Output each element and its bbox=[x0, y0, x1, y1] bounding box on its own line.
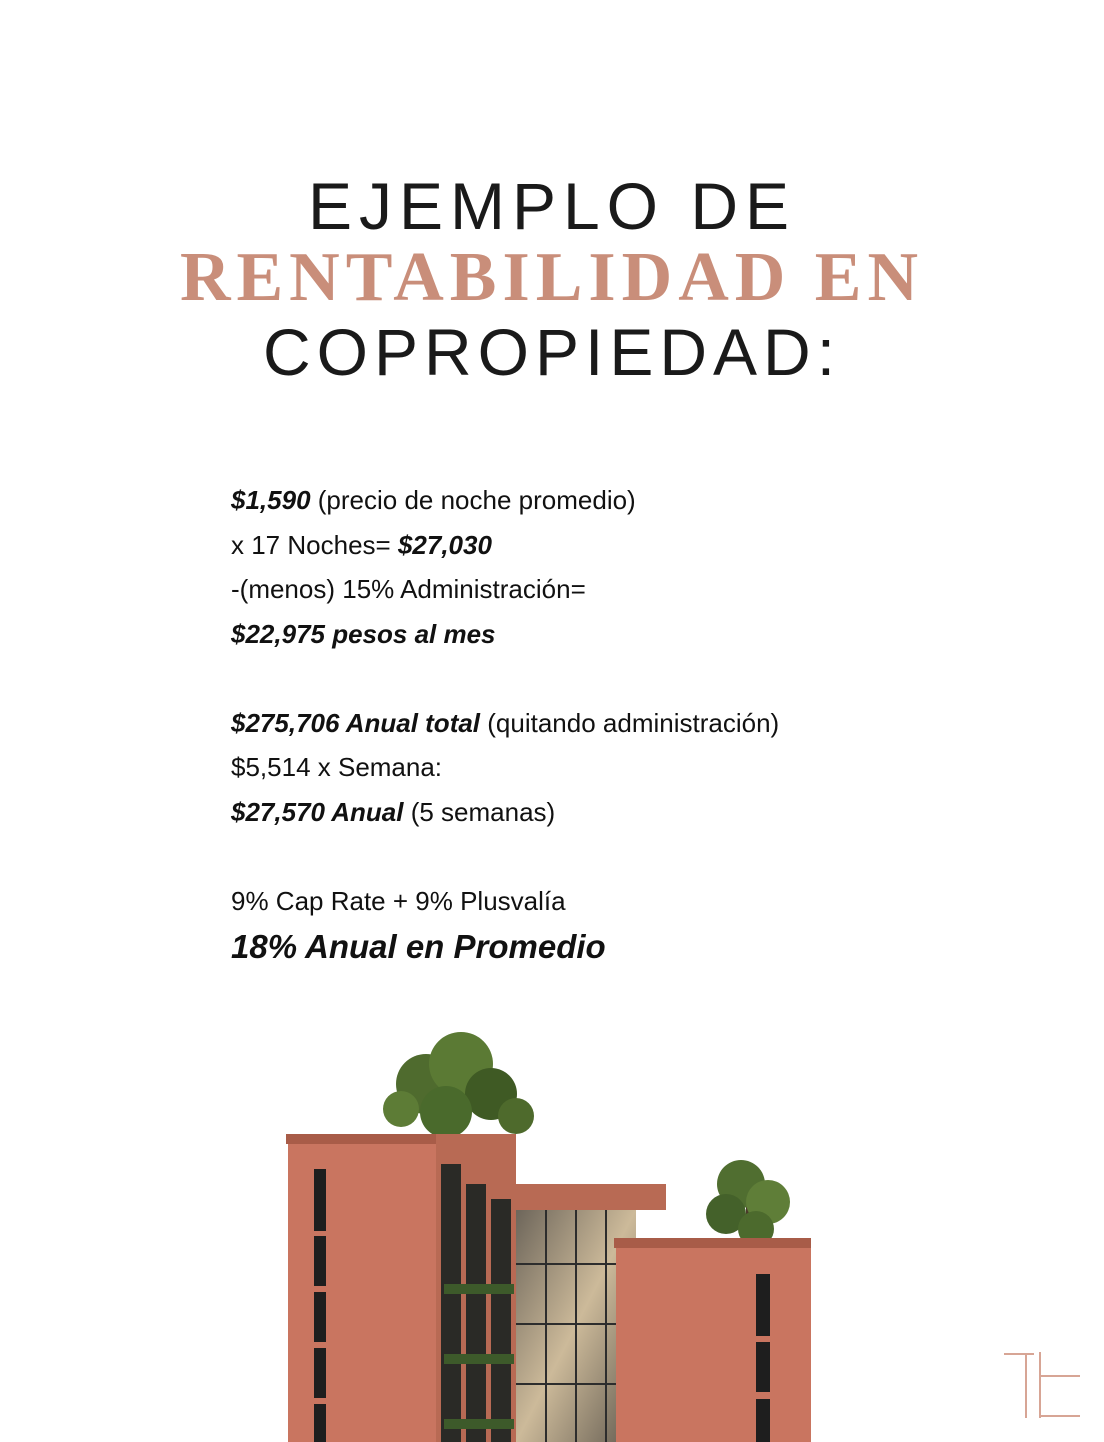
title-line-3: COPROPIEDAD: bbox=[262, 315, 842, 389]
building-illustration bbox=[276, 1024, 816, 1442]
right-tower bbox=[616, 1246, 811, 1442]
calc-line-average: 18% Anual en Promedio bbox=[231, 928, 606, 965]
annual-total-value: $275,706 Anual total bbox=[231, 707, 481, 738]
spacer bbox=[231, 834, 779, 879]
left-tower bbox=[288, 1142, 438, 1442]
annual-weeks-value: $27,570 Anual bbox=[231, 796, 404, 827]
annual-weeks-note: (5 semanas) bbox=[403, 796, 556, 827]
calc-line-monthly: $22,975 pesos al mes bbox=[231, 618, 496, 649]
brand-monogram-icon bbox=[1004, 1352, 1080, 1418]
title-line-1: EJEMPLO DE bbox=[307, 169, 797, 243]
calc-line-admin: -(menos) 15% Administración= bbox=[231, 574, 586, 604]
title-line-2: RENTABILIDAD EN bbox=[179, 239, 925, 316]
nightly-price-value: $1,590 bbox=[231, 485, 311, 515]
annual-total-note: (quitando administración) bbox=[480, 707, 780, 738]
calc-line-nights bbox=[231, 523, 779, 568]
nights-label: x 17 Noches= bbox=[231, 529, 398, 560]
profitability-calculation bbox=[231, 478, 779, 971]
calc-line-nightly-price bbox=[231, 478, 779, 523]
calc-line-rates: 9% Cap Rate + 9% Plusvalía bbox=[231, 885, 566, 916]
calc-line-annual-weeks bbox=[231, 790, 779, 835]
calc-line-weekly: $5,514 x Semana: bbox=[231, 752, 443, 782]
calc-line-annual-total bbox=[231, 701, 779, 746]
nights-total-value: $27,030 bbox=[397, 529, 492, 560]
spacer bbox=[231, 656, 779, 701]
nightly-price-note: (precio de noche promedio) bbox=[310, 485, 636, 515]
